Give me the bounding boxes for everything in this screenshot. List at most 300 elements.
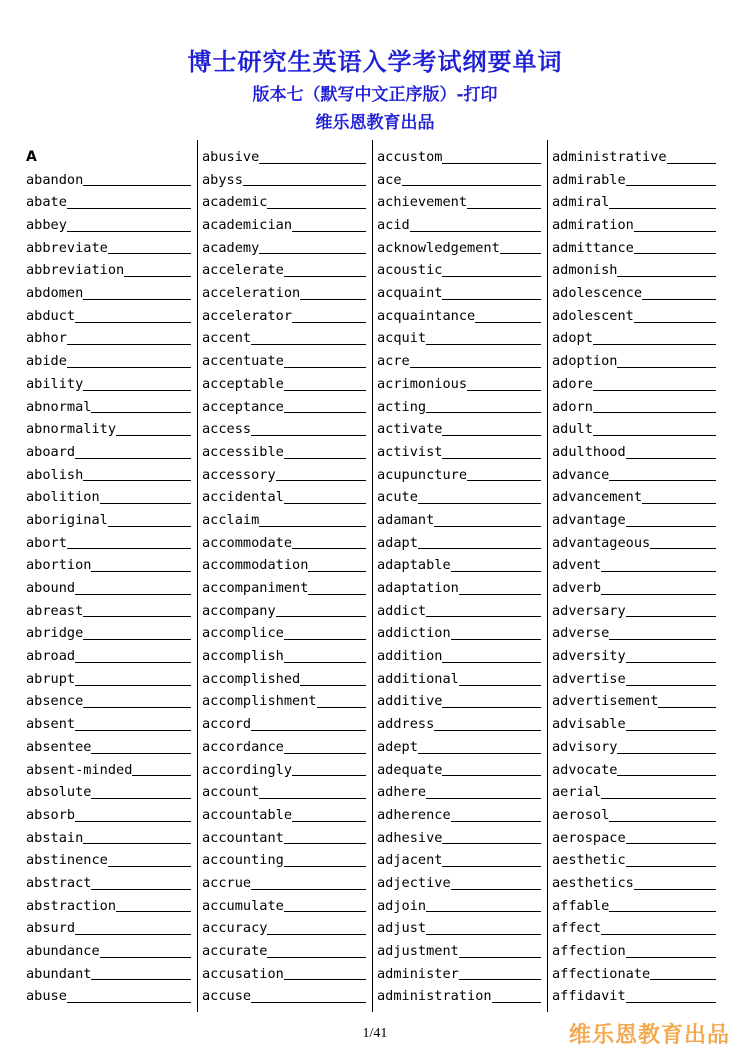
word-text: abolish [26,466,84,483]
answer-blank [251,435,366,436]
answer-blank [442,276,541,277]
word-text: adjective [377,874,451,891]
word-text: advantageous [552,534,651,551]
word-row [377,849,547,872]
word-row [202,441,372,464]
word-row [26,169,197,192]
page-title: 博士研究生英语入学考试纲要单词 [187,48,563,76]
word-text: academician [202,217,293,234]
word-row [202,373,372,396]
answer-blank [426,616,541,617]
word-row [552,600,722,623]
answer-blank [626,843,716,844]
word-text: absence [26,693,84,710]
word-text: accumulate [202,897,284,914]
word-row [377,373,547,396]
answer-blank [67,367,191,368]
answer-blank [442,662,541,663]
answer-blank [617,753,716,754]
word-text: academic [202,194,268,211]
word-row [26,486,197,509]
answer-blank [626,866,716,867]
answer-blank [442,299,541,300]
word-row [552,373,722,396]
word-text: abrupt [26,670,76,687]
word-row [552,759,722,782]
word-text: adjust [377,920,427,937]
word-text: adorn [552,398,593,415]
word-text: adolescent [552,307,634,324]
answer-blank [500,253,541,254]
answer-blank [83,639,191,640]
answer-blank [251,889,366,890]
word-text: accommodate [202,534,293,551]
answer-blank [91,571,191,572]
word-text: abhor [26,330,67,347]
word-row [202,895,372,918]
answer-blank [300,685,366,686]
answer-blank [601,571,716,572]
word-text: adaptation [377,580,459,597]
word-text: achievement [377,194,468,211]
word-row [202,350,372,373]
word-text: adulthood [552,443,626,460]
word-text: accord [202,716,252,733]
word-text: adept [377,738,418,755]
word-text: accomplishment [202,693,317,710]
answer-blank [284,979,366,980]
answer-blank [451,889,541,890]
word-row [26,328,197,351]
answer-blank [601,594,716,595]
page-number: 1/41 [362,1026,388,1041]
answer-blank [67,208,191,209]
word-row [552,259,722,282]
word-row [26,849,197,872]
answer-blank [83,707,191,708]
answer-blank [108,253,191,254]
word-row [552,781,722,804]
word-text: adoption [552,353,618,370]
answer-blank [83,480,191,481]
publisher-line: 维乐恩教育出品 [315,113,435,133]
answer-blank [617,367,716,368]
word-text: adapt [377,534,418,551]
word-row [552,622,722,645]
word-row [377,464,547,487]
word-row [202,191,372,214]
answer-blank [75,662,191,663]
word-text: affect [552,920,602,937]
word-row [377,396,547,419]
word-row [202,509,372,532]
answer-blank [75,685,191,686]
answer-blank [626,662,716,663]
word-text: advocate [552,761,618,778]
word-row [377,237,547,260]
answer-blank [617,775,716,776]
answer-blank [292,231,366,232]
word-text: aboard [26,443,76,460]
word-text: aesthetic [552,852,626,869]
word-row [26,781,197,804]
word-text: abdomen [26,285,84,302]
answer-blank [642,299,716,300]
word-text: abduct [26,307,76,324]
word-row [377,917,547,940]
answer-blank [593,390,716,391]
word-row [552,895,722,918]
answer-blank [243,185,366,186]
word-row [202,622,372,645]
answer-blank [284,458,366,459]
section-letter: A [26,148,37,165]
word-table [22,140,722,1012]
word-text: abolition [26,489,100,506]
word-row [377,169,547,192]
word-row [202,713,372,736]
word-text: advisable [552,716,626,733]
word-text: accustom [377,148,443,165]
word-row [377,622,547,645]
answer-blank [292,548,366,549]
word-row [202,827,372,850]
answer-blank [609,911,716,912]
word-row [26,373,197,396]
word-row [552,827,722,850]
answer-blank [667,163,716,164]
word-text: admiration [552,217,634,234]
answer-blank [402,185,541,186]
answer-blank [292,775,366,776]
word-text: acclaim [202,511,260,528]
word-row [552,282,722,305]
word-text: accompaniment [202,580,309,597]
word-row [552,940,722,963]
word-text: addition [377,648,443,665]
word-row [552,396,722,419]
answer-blank [91,979,191,980]
word-text: abuse [26,988,67,1005]
word-text: acceleration [202,285,301,302]
word-row [202,259,372,282]
word-row [552,577,722,600]
answer-blank [426,344,541,345]
answer-blank [251,344,366,345]
word-text: adversity [552,648,626,665]
word-row [26,872,197,895]
answer-blank [642,503,716,504]
word-text: absorb [26,806,76,823]
word-text: abate [26,194,67,211]
answer-blank [426,934,541,935]
word-row [552,328,722,351]
word-text: abbey [26,217,67,234]
word-text: accessory [202,466,276,483]
word-text: administer [377,965,459,982]
word-row [377,781,547,804]
word-text: administration [377,988,492,1005]
word-row [552,849,722,872]
word-row [202,940,372,963]
word-row [377,441,547,464]
answer-blank [601,798,716,799]
answer-blank [658,707,716,708]
word-row [202,282,372,305]
answer-blank [284,753,366,754]
word-text: adversary [552,602,626,619]
word-text: admiral [552,194,610,211]
answer-blank [284,367,366,368]
answer-blank [475,322,541,323]
answer-blank [451,571,541,572]
word-text: additional [377,670,459,687]
word-row [202,328,372,351]
word-text: acoustic [377,262,443,279]
word-text: accelerator [202,307,293,324]
word-text: access [202,421,252,438]
word-text: abandon [26,171,84,188]
word-row [26,577,197,600]
word-text: accordingly [202,761,293,778]
word-text: advisory [552,738,618,755]
word-row [552,464,722,487]
word-text: acquit [377,330,427,347]
word-row [377,940,547,963]
answer-blank [442,435,541,436]
word-text: acceptance [202,398,284,415]
answer-blank [442,458,541,459]
answer-blank [418,548,541,549]
word-row [26,305,197,328]
word-row [26,214,197,237]
word-text: admonish [552,262,618,279]
word-text: affection [552,943,626,960]
word-row [377,305,547,328]
word-row [552,691,722,714]
word-text: affable [552,897,610,914]
word-text: aerospace [552,829,626,846]
answer-blank [467,390,541,391]
word-row [377,509,547,532]
word-text: activist [377,443,443,460]
word-text: ace [377,171,402,188]
word-text: adhesive [377,829,443,846]
page-subtitle: 版本七（默写中文正序版）-打印 [252,85,498,105]
word-column-1 [22,140,197,1012]
word-text: abusive [202,148,260,165]
word-text: activate [377,421,443,438]
word-row [202,146,372,169]
word-text: abbreviation [26,262,125,279]
answer-blank [100,957,191,958]
word-text: abridge [26,625,84,642]
answer-blank [100,503,191,504]
answer-blank [650,979,716,980]
word-row [202,464,372,487]
word-text: accomplice [202,625,284,642]
word-row [377,736,547,759]
answer-blank [442,843,541,844]
answer-blank [284,866,366,867]
word-text: addiction [377,625,451,642]
answer-blank [292,821,366,822]
word-column-4 [547,140,722,1012]
word-text: aerial [552,784,602,801]
word-column-2 [197,140,372,1012]
word-text: abide [26,353,67,370]
answer-blank [451,821,541,822]
word-text: abreast [26,602,84,619]
word-text: absent-minded [26,761,133,778]
word-text: acrimonious [377,375,468,392]
word-row [202,736,372,759]
answer-blank [83,616,191,617]
answer-blank [284,412,366,413]
word-text: accountant [202,829,284,846]
word-row [377,759,547,782]
word-text: absent [26,716,76,733]
answer-blank [634,231,716,232]
word-row [552,486,722,509]
answer-blank [626,458,716,459]
word-text: adamant [377,511,435,528]
answer-blank [467,480,541,481]
answer-blank [650,548,716,549]
answer-blank [284,503,366,504]
word-row [26,191,197,214]
answer-blank [124,276,191,277]
word-row [552,169,722,192]
word-row [377,259,547,282]
word-row [377,191,547,214]
word-column-3 [372,140,547,1012]
word-text: adjustment [377,943,459,960]
word-row [26,985,197,1008]
word-row [26,600,197,623]
word-row [377,827,547,850]
word-row [26,827,197,850]
answer-blank [75,934,191,935]
answer-blank [83,843,191,844]
answer-blank [259,798,366,799]
word-row [202,577,372,600]
word-text: adult [552,421,593,438]
answer-blank [292,322,366,323]
word-row [552,554,722,577]
word-row [26,396,197,419]
word-text: accommodation [202,557,309,574]
word-row [202,214,372,237]
word-text: acting [377,398,427,415]
answer-blank [91,798,191,799]
answer-blank [492,1002,541,1003]
word-row [26,963,197,986]
word-row [26,645,197,668]
word-row [552,509,722,532]
word-row [202,418,372,441]
word-text: accounting [202,852,284,869]
word-row [26,940,197,963]
answer-blank [609,208,716,209]
word-row [377,872,547,895]
answer-blank [284,639,366,640]
answer-blank [609,639,716,640]
word-text: accompany [202,602,276,619]
word-text: advertise [552,670,626,687]
word-row [26,895,197,918]
answer-blank [251,730,366,731]
word-text: adolescence [552,285,643,302]
answer-blank [609,480,716,481]
answer-blank [259,163,366,164]
word-row [377,554,547,577]
answer-blank [132,775,191,776]
answer-blank [609,821,716,822]
word-text: abundance [26,943,100,960]
word-row [26,713,197,736]
answer-blank [308,594,366,595]
word-text: ability [26,375,84,392]
word-row [377,985,547,1008]
word-text: absentee [26,738,92,755]
word-text: aerosol [552,806,610,823]
word-text: administrative [552,148,667,165]
word-row [377,418,547,441]
answer-blank [259,253,366,254]
word-row [377,146,547,169]
word-row [202,963,372,986]
answer-blank [83,185,191,186]
word-text: abort [26,534,67,551]
answer-blank [410,231,541,232]
word-row [26,804,197,827]
word-text: advertisement [552,693,659,710]
answer-blank [259,526,366,527]
word-text: academy [202,239,260,256]
answer-blank [426,911,541,912]
word-row [202,804,372,827]
answer-blank [626,685,716,686]
answer-blank [108,526,191,527]
word-text: adjoin [377,897,427,914]
word-text: abstract [26,874,92,891]
word-text: abstain [26,829,84,846]
word-text: abnormal [26,398,92,415]
answer-blank [284,390,366,391]
word-text: abound [26,580,76,597]
word-text: advance [552,466,610,483]
word-row [26,736,197,759]
word-text: additive [377,693,443,710]
word-row [202,396,372,419]
answer-blank [467,208,541,209]
word-row [202,305,372,328]
word-text: accomplish [202,648,284,665]
word-row [202,532,372,555]
word-text: acknowledgement [377,239,500,256]
word-text: abbreviate [26,239,108,256]
answer-blank [459,957,541,958]
word-text: accountable [202,806,293,823]
word-text: account [202,784,260,801]
word-row [26,554,197,577]
word-text: addict [377,602,427,619]
word-text: adverb [552,580,602,597]
word-text: abyss [202,171,243,188]
word-text: abnormality [26,421,117,438]
answer-blank [617,276,716,277]
